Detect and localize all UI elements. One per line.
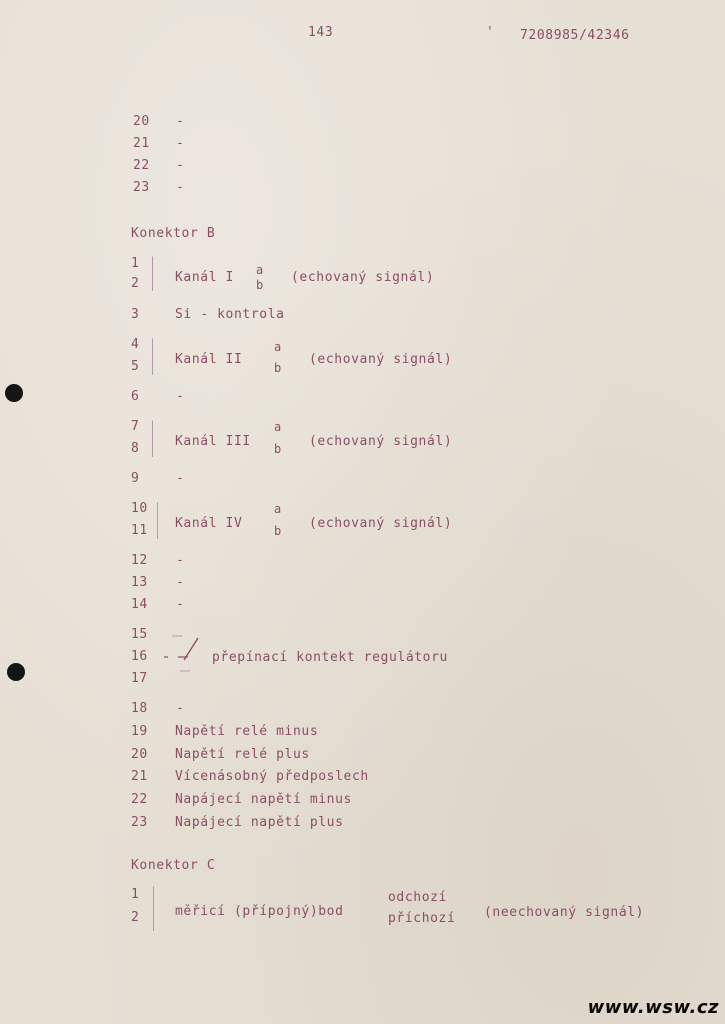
pin-number: 8 (131, 441, 140, 456)
list-number: 20 (133, 114, 150, 129)
list-number: 23 (133, 180, 150, 195)
punch-hole (5, 384, 23, 402)
pin-number: 3 (131, 307, 140, 322)
pin-number: 12 (131, 553, 148, 568)
pin-text: - (176, 701, 185, 716)
channel-label: Kanál III (175, 434, 251, 449)
pin-number: 14 (131, 597, 148, 612)
pin-number: 6 (131, 389, 140, 404)
wire-a: a (274, 502, 282, 516)
pin-text: - (176, 553, 185, 568)
channel-label: Kanál II (175, 352, 243, 367)
pin-text: Napájecí napětí minus (175, 792, 352, 807)
wire-b: b (274, 361, 282, 375)
pin-number: 16 (131, 649, 148, 664)
punch-hole (7, 663, 25, 681)
signal-note: (echovaný signál) (309, 434, 453, 449)
pin-number: 22 (131, 792, 148, 807)
brace (152, 256, 161, 291)
pin-text: - (176, 389, 185, 404)
signal-note: (echovaný signál) (309, 516, 453, 531)
brace (153, 886, 162, 931)
pin-number: 2 (131, 910, 140, 925)
header-mark: ' (486, 25, 495, 40)
signal-note: (echovaný signál) (291, 270, 435, 285)
wire-a: a (274, 420, 282, 434)
wire-b: b (256, 278, 264, 292)
pin-number: 19 (131, 724, 148, 739)
list-item: - (176, 136, 185, 151)
pin-number: 1 (131, 887, 140, 902)
pin-number: 7 (131, 419, 140, 434)
pin-number: 10 (131, 501, 148, 516)
pin-number: 23 (131, 815, 148, 830)
wire-a: a (274, 340, 282, 354)
wire-a: a (256, 263, 264, 277)
pin-text: Vícenásobný předposlech (175, 769, 369, 784)
document-number: 7208985/42346 (520, 28, 630, 43)
pin-number: 1 (131, 256, 140, 271)
pin-text: - (176, 597, 185, 612)
pin-text: Napětí relé minus (175, 724, 319, 739)
pin-text: Napětí relé plus (175, 747, 310, 762)
pin-number: 11 (131, 523, 148, 538)
pin-number: 2 (131, 276, 140, 291)
incoming-label: příchozí (388, 911, 456, 926)
connector-b-heading: Konektor B (131, 226, 216, 241)
measuring-point-label: měřicí (přípojný)bod (175, 904, 344, 919)
pin-number: 15 (131, 627, 148, 642)
outgoing-label: odchozí (388, 890, 447, 905)
pin-text: Napájecí napětí plus (175, 815, 344, 830)
wire-b: b (274, 524, 282, 538)
pin-number: 4 (131, 337, 140, 352)
channel-label: Kanál I (175, 270, 234, 285)
wire-b: b (274, 442, 282, 456)
list-item: - (176, 180, 185, 195)
pin-text: - (176, 575, 185, 590)
brace (152, 420, 161, 457)
pin-text: - (176, 471, 185, 486)
pin-number: 20 (131, 747, 148, 762)
switch-contact-icon (160, 630, 210, 676)
switch-contact-label: přepínací kontekt regulátoru (212, 650, 448, 665)
list-number: 21 (133, 136, 150, 151)
page-number: 143 (308, 25, 334, 40)
signal-note: (neechovaný signál) (484, 905, 645, 920)
list-number: 22 (133, 158, 150, 173)
pin-number: 17 (131, 671, 148, 686)
pin-number: 21 (131, 769, 148, 784)
list-item: - (176, 114, 185, 129)
channel-label: Kanál IV (175, 516, 243, 531)
watermark: www.wsw.cz (587, 997, 719, 1018)
brace (152, 338, 161, 375)
signal-note: (echovaný signál) (309, 352, 453, 367)
pin-number: 5 (131, 359, 140, 374)
brace (157, 502, 166, 539)
pin-number: 18 (131, 701, 148, 716)
list-item: - (176, 158, 185, 173)
pin-text: Si - kontrola (175, 307, 285, 322)
pin-number: 9 (131, 471, 140, 486)
connector-c-heading: Konektor C (131, 858, 216, 873)
pin-number: 13 (131, 575, 148, 590)
